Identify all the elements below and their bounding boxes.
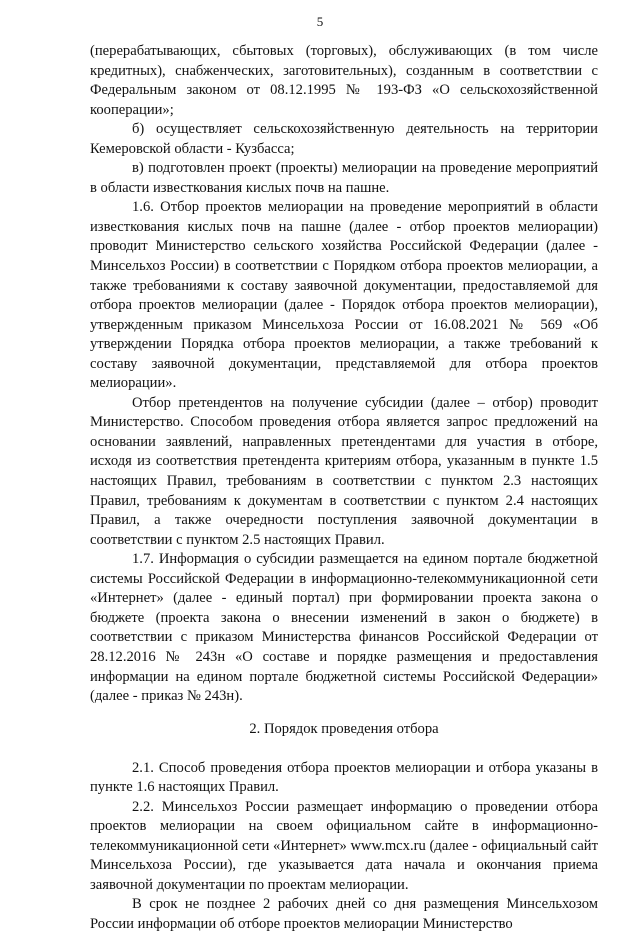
- paragraph: Отбор претендентов на получение субсидии (далее – отбор) проводит Министерство. Способом проведения отбора является запрос предложений на основании заявлений, направленных претендентами для участия в отборе, исходя из соответствия претендента критериям отбора, указанным в пункте 1.5 настоящих Правил, требованиям в соответствии с пунктом 2.3 настоящих Правил, требованиям к документам в соответствии с пунктом 2.4 настоящих Правил, а также очередности поступления заявочной документации в соответствии с пунктом 2.5 настоящих Правил.: [90, 394, 598, 548]
- paragraph: (перерабатывающих, сбытовых (торговых), обслуживающих (в том числе кредитных), снабженческих, заготовительных), созданным в соответствии с Федеральным законом от 08.12.1995 № 193-ФЗ «О сельскохозяйственной кооперации»;: [90, 43, 598, 118]
- paragraph: б) осуществляет сельскохозяйственную деятельность на территории Кемеровской области - Кузбасса;: [90, 121, 598, 157]
- paragraph: 1.7. Информация о субсидии размещается на едином портале бюджетной системы Российской Федерации в информационно-телекоммуникационной сети «Интернет» (далее - единый портал) при формировании проекта закона о бюджете (проекта закона о внесении изменений в закон о бюджете) в соответствии с приказом Министерства финансов Российской Федерации от 28.12.2016 № 243н «О составе и порядке размещения и предоставления информации на едином портале бюджетной системы Российской Федерации» (далее - приказ № 243н).: [90, 551, 598, 705]
- paragraph: В срок не позднее 2 рабочих дней со дня размещения Минсельхозом России информации об отборе проектов мелиорации Министерство: [90, 896, 598, 932]
- document-body: [90, 42, 598, 935]
- paragraph: 2.1. Способ проведения отбора проектов мелиорации и отбора указаны в пункте 1.6 настоящих Правил.: [90, 759, 598, 796]
- paragraph: 1.6. Отбор проектов мелиорации на проведение мероприятий в области известкования кислых почв на пашне (далее - отбор проектов мелиорации) проводит Министерство сельского хозяйства Российской Федерации (далее - Минсельхоз России) в соответствии с Порядком отбора проектов мелиорации, а также требованиями к составу заявочной документации, предоставляемой для отбора проектов мелиорации (далее - Порядок отбора проектов мелиорации), утвержденным приказом Минсельхоза России от 16.08.2021 № 569 «Об утверждении Порядка отбора проектов мелиорации, а также требований к составу заявочной документации, представляемой для отбора проектов мелиорации».: [90, 199, 598, 392]
- page-number: 5: [316, 14, 324, 29]
- paragraph: 2.2. Минсельхоз России размещает информацию о проведении отбора проектов мелиорации на своем официальном сайте в информационно-телекоммуникационной сети «Интернет» www.mcx.ru (далее - официальный сайт Минсельхоза России), где указывается дата начала и окончания приема заявочной документации по проектам мелиорации.: [90, 798, 598, 893]
- paragraph: в) подготовлен проект (проекты) мелиорации на проведение мероприятий в области известкования кислых почв на пашне.: [90, 160, 598, 196]
- section-heading: 2. Порядок проведения отбора: [249, 720, 439, 737]
